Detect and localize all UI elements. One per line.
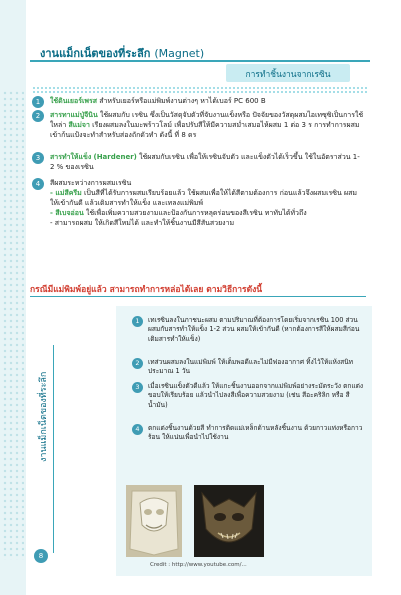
step-3	[32, 152, 364, 172]
box-step-text: ตกแต่งชิ้นงานด้วยสี ทำการติดแม่เหล็กด้านหลังชิ้นงาน ด้วยกาวแท่งหรือกาวร้อน ให้แน่นเพื่อนำไปใช้งาน	[148, 424, 363, 442]
page-title-text: งานแม็กเน็ตของที่ระลึก	[40, 47, 151, 60]
sub-label: - แม่สีครีม	[50, 189, 82, 197]
box-step-number: 4	[132, 424, 143, 435]
step-4-sub-2	[50, 208, 364, 218]
step-text: สีผสมระหว่างการผสมเรซิน	[50, 179, 132, 187]
step-4-sub-1	[50, 188, 364, 208]
section-divider	[30, 296, 366, 297]
step-text-2: เรียงผสมลงในมะพร้าวโลม์ เพื่อปรับสีให้มีความสม่ำเสมอไห้ผสม 1 ต่อ 3 ร การทำการผสมเข้าก้นแป้งจะทำสำหรับส่องถักดัวทำ ดังนี้ ที่ 8 ดร	[50, 121, 360, 139]
sub-text: ใช้เพื่อเพิ่มความสวยงามและป้องกันการหลุดร่อนของสีเรซิน ทาทับได้ทั่วถึง	[83, 209, 307, 217]
side-divider	[53, 345, 54, 553]
box-step-number: 3	[132, 382, 143, 393]
step-label: สารทาแม่ปู่จีนิน	[50, 111, 98, 119]
step-text: ใช้ผสมกับเรซิน เพื่อให้เรซินจับตัว และแข็งตัวได้เร็วขึ้น ใช้ในอัตราส่วน 1-2 % ของเรซิน	[50, 153, 360, 171]
box-step-text: เทส่วนผสมลงในแม่พิมพ์ ให้เต็มพอดีและไม่มีฟองอากาศ ทิ้งไว้ให้แห้งสนิทประมาณ 1 วัน	[148, 358, 353, 376]
step-number: 1	[32, 96, 44, 108]
page-title	[40, 44, 204, 62]
step-4-sub-3	[50, 218, 364, 228]
box-step-number: 1	[132, 316, 143, 327]
step-label: ใช้ดินเยอร์เพรส	[50, 97, 97, 105]
step-label: สารทำให้แข็ง	[50, 153, 92, 161]
box-step-text: เทเรซินลงในภาชนะผสม ตามปริมาณที่ต้องการโดยเริ่มจากเรซิน 100 ส่วน ผสมกับสารทำให้แข็ง 1-2 ส่วน ผสมให้เข้ากันดี (หากต้องการสีให้ผสมสีก่อนเติมสารทำให้แข็ง)	[148, 316, 360, 343]
step-2	[32, 110, 364, 140]
box-step-4	[132, 424, 366, 443]
sub-label: - สีเบจอ่อน	[50, 209, 84, 217]
mold-image	[126, 485, 182, 557]
step-4	[32, 178, 364, 228]
step-number: 4	[32, 178, 44, 190]
page-title-en: (Magnet)	[154, 47, 205, 60]
box-step-text: เมื่อเรซินแข็งตัวดีแล้ว ให้แกะชิ้นงานออกจากแม่พิมพ์อย่างระมัดระวัง ตกแต่งขอบให้เรียบร้อย แล้วนำไปลงสีเพื่อความสวยงาม (เช่น สีอะคริลิก หรือ สีน้ำมัน)	[148, 382, 364, 409]
mask-image	[194, 485, 264, 557]
step-label-2: สีแม่จา	[68, 121, 90, 129]
side-label: งานแม็กเน็ตของที่ระลึก	[39, 371, 49, 462]
sub-text: - สามารถผสม ให้เกิดสีใหม่ได้ และทำให้ชิ้นงานมีสีสันสวยงาม	[50, 219, 235, 227]
subtitle-text: การทำชิ้นงานจากเรซิน	[245, 70, 331, 80]
step-1	[32, 96, 364, 106]
dot-band	[32, 86, 367, 94]
step-label-en: (Hardener)	[93, 153, 137, 161]
left-border-strip	[0, 0, 26, 595]
box-step-number: 2	[132, 358, 143, 369]
subtitle-badge	[226, 64, 350, 82]
page-number: 8	[34, 549, 48, 563]
image-credit: Credit : http://www.youtube.com/...	[150, 562, 247, 568]
dot-pattern	[2, 90, 24, 560]
box-step-2	[132, 358, 366, 377]
step-text: ใช้ผสมกับ เรซิน ซึ่งเป็นวัสดุจับตัวที่จับงานแข็งหรือ ปัจจัยของวัสดุผสมไอเทซุซิเป็นการใช้ใหล่า	[50, 111, 364, 129]
step-number: 3	[32, 152, 44, 164]
section-heading: กรณีมีแม่พิมพ์อยู่แล้ว สามารถทำการหล่อได้เลย ตามวิธีการดังนี้	[30, 285, 263, 295]
step-text: สำหรับเยอร์หรือแม่พิมพ์งานต่างๆ หาได้เบอร์ PC 600 B	[97, 97, 266, 105]
box-step-1	[132, 316, 366, 344]
sub-text: เป็นสีที่ได้รับการผสมเรียบร้อยแล้ว ใช้ผสมเพื่อให้ได้สีตามต้องการ ก่อนแล้วจึงผสมเรซิน ผสมให้เข้ากันดี แล้วเติมสารทำให้แข็ง และเทลงแม่พิมพ์	[50, 189, 357, 207]
step-number: 2	[32, 110, 44, 122]
box-step-3	[132, 382, 366, 410]
